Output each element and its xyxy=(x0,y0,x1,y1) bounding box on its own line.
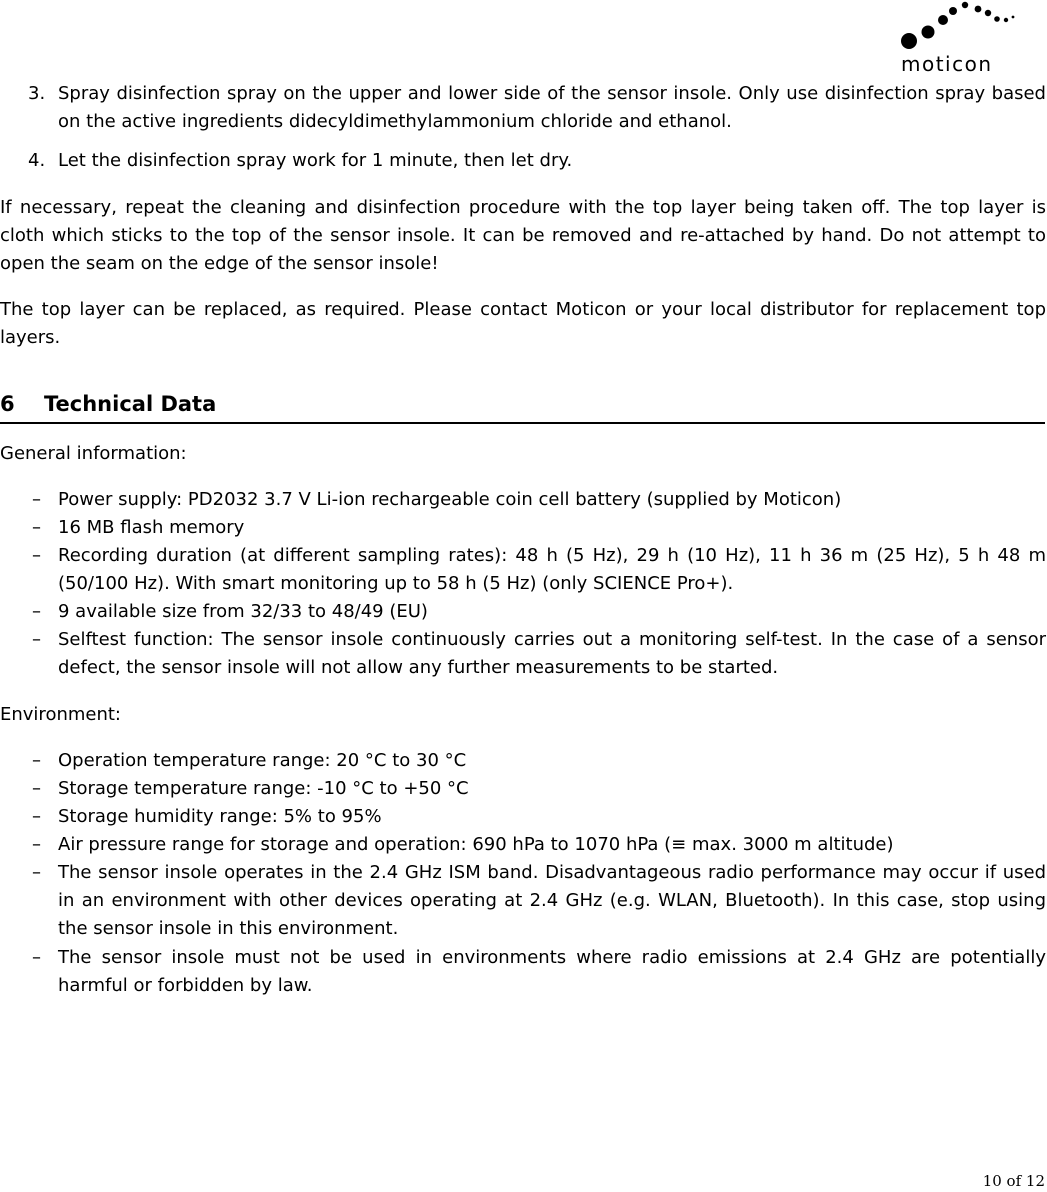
section-number: 6 xyxy=(0,392,15,416)
bullet-marker: – xyxy=(32,750,41,771)
paragraph: The top layer can be replaced, as required. Please contact Moticon or your local distributor for replacement top layers. xyxy=(0,299,1046,348)
section-heading xyxy=(0,389,1045,424)
moticon-logo xyxy=(895,0,1045,80)
list-item: The sensor insole operates in the 2.4 GHz ISM band. Disadvantageous radio performance may occur if used in an environment with other devices operating at 2.4 GHz (e.g. WLAN, Bluetooth). In this case, stop using the sensor insole in this environment. xyxy=(58,862,1046,939)
bullet-marker: – xyxy=(32,778,41,799)
bullet-marker: – xyxy=(32,629,41,650)
logo-dots-icon xyxy=(895,0,1045,55)
list-item: 16 MB flash memory xyxy=(58,517,245,538)
bullet-marker: – xyxy=(32,862,41,883)
list-item: Power supply: PD2032 3.7 V Li-ion rechargeable coin cell battery (supplied by Moticon) xyxy=(58,489,842,510)
page-number: 10 of 12 xyxy=(982,1172,1045,1190)
step-number: 3. xyxy=(28,83,46,104)
bullet-marker: – xyxy=(32,489,41,510)
list-item: Storage humidity range: 5% to 95% xyxy=(58,806,382,827)
step-number: 4. xyxy=(28,150,46,171)
subheading: Environment: xyxy=(0,704,121,725)
paragraph: If necessary, repeat the cleaning and disinfection procedure with the top layer being taken off. The top layer is cloth which sticks to the top of the sensor insole. It can be removed and re-attached by hand. Do not attempt to open the seam on the edge of the sensor insole! xyxy=(0,197,1046,274)
subheading: General information: xyxy=(0,443,187,464)
bullet-marker: – xyxy=(32,834,41,855)
list-item: The sensor insole must not be used in environments where radio emissions at 2.4 GHz are potentially harmful or forbidden by law. xyxy=(58,947,1046,996)
bullet-marker: – xyxy=(32,806,41,827)
list-item: Air pressure range for storage and operation: 690 hPa to 1070 hPa (≡ max. 3000 m altitude) xyxy=(58,834,894,855)
list-item: Recording duration (at different sampling rates): 48 h (5 Hz), 29 h (10 Hz), 11 h 36 m (25 Hz), 5 h 48 m (50/100 Hz). With smart monitoring up to 58 h (5 Hz) (only SCIENCE Pro+). xyxy=(58,545,1046,594)
list-item: Storage temperature range: -10 °C to +50 °C xyxy=(58,778,469,799)
logo-wordmark: moticon xyxy=(901,52,993,76)
bullet-marker: – xyxy=(32,601,41,622)
bullet-marker: – xyxy=(32,545,41,566)
bullet-marker: – xyxy=(32,517,41,538)
section-title: Technical Data xyxy=(44,392,217,416)
list-item: Operation temperature range: 20 °C to 30 °C xyxy=(58,750,467,771)
bullet-marker: – xyxy=(32,947,41,968)
list-item: 9 available size from 32/33 to 48/49 (EU) xyxy=(58,601,428,622)
step-text: Spray disinfection spray on the upper and lower side of the sensor insole. Only use disinfection spray based on the active ingredients didecyldimethylammonium chloride and ethanol. xyxy=(58,83,1046,132)
list-item: Selftest function: The sensor insole continuously carries out a monitoring self-test. In the case of a sensor defect, the sensor insole will not allow any further measurements to be started. xyxy=(58,629,1046,678)
step-text: Let the disinfection spray work for 1 minute, then let dry. xyxy=(58,150,573,171)
